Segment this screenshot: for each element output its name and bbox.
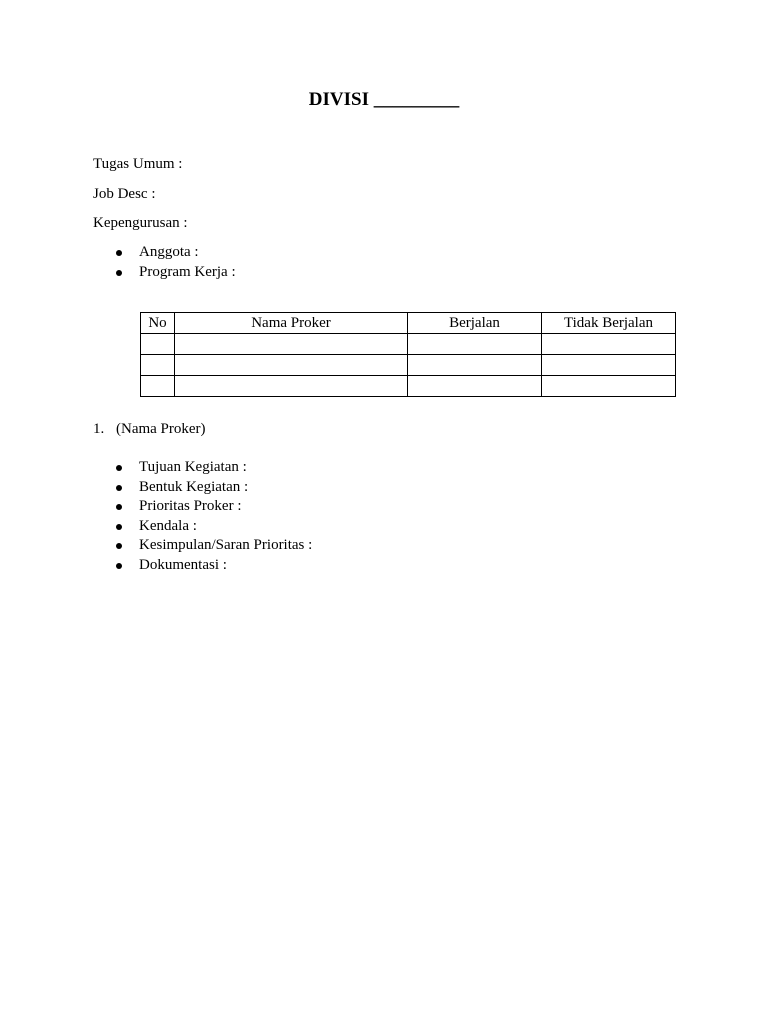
- table-cell[interactable]: [542, 355, 676, 376]
- proker-table: [140, 312, 676, 397]
- table-cell[interactable]: [175, 355, 408, 376]
- table-cell[interactable]: [408, 376, 542, 397]
- table-header-row: [141, 313, 676, 334]
- bullet-icon: [116, 250, 122, 256]
- column-header-no: No: [141, 313, 175, 334]
- job-desc-label: Job Desc :: [93, 186, 156, 202]
- table-row: [141, 334, 676, 355]
- column-header-nama-proker: Nama Proker: [175, 313, 408, 334]
- list-item: [115, 536, 312, 556]
- list-item-text: Kesimpulan/Saran Prioritas :: [139, 537, 313, 554]
- proker-detail-list: [115, 458, 312, 576]
- table-cell[interactable]: [408, 355, 542, 376]
- bullet-icon: [116, 270, 122, 276]
- proker-name: (Nama Proker): [116, 421, 206, 437]
- bullet-icon: [116, 543, 122, 549]
- list-item: [115, 263, 236, 283]
- bullet-icon: [116, 504, 122, 510]
- bullet-icon: [116, 563, 122, 569]
- list-item: [115, 556, 312, 576]
- table-cell[interactable]: [175, 376, 408, 397]
- list-item-text: Program Kerja :: [139, 263, 236, 280]
- bullet-icon: [116, 524, 122, 530]
- table-cell[interactable]: [141, 355, 175, 376]
- column-header-tidak-berjalan: Tidak Berjalan: [542, 313, 676, 334]
- list-item: [115, 458, 312, 478]
- list-item-text: Prioritas Proker :: [139, 498, 242, 515]
- table-cell[interactable]: [141, 334, 175, 355]
- proker-heading: [93, 419, 206, 439]
- proker-number: 1.: [93, 421, 105, 437]
- bullet-icon: [116, 465, 122, 471]
- list-item-text: Dokumentasi :: [139, 556, 227, 573]
- list-item: [115, 243, 236, 263]
- list-item: [115, 478, 312, 498]
- table-cell[interactable]: [175, 334, 408, 355]
- table-cell[interactable]: [408, 334, 542, 355]
- list-item-text: Bentuk Kegiatan :: [139, 478, 249, 495]
- list-item-text: Anggota :: [139, 244, 199, 260]
- table-cell[interactable]: [542, 376, 676, 397]
- list-item: [115, 517, 312, 537]
- list-item-text: Tujuan Kegiatan :: [139, 459, 247, 475]
- tugas-umum-label: Tugas Umum :: [93, 156, 183, 172]
- table-row: [141, 355, 676, 376]
- table-cell[interactable]: [542, 334, 676, 355]
- kepengurusan-label: Kepengurusan :: [93, 215, 188, 231]
- table-row: [141, 376, 676, 397]
- list-item: [115, 497, 312, 517]
- page-title: DIVISI _________: [308, 89, 460, 110]
- bullet-icon: [116, 485, 122, 491]
- table-cell[interactable]: [141, 376, 175, 397]
- kepengurusan-list: [115, 243, 236, 282]
- column-header-berjalan: Berjalan: [408, 313, 542, 334]
- list-item-text: Kendala :: [139, 517, 197, 534]
